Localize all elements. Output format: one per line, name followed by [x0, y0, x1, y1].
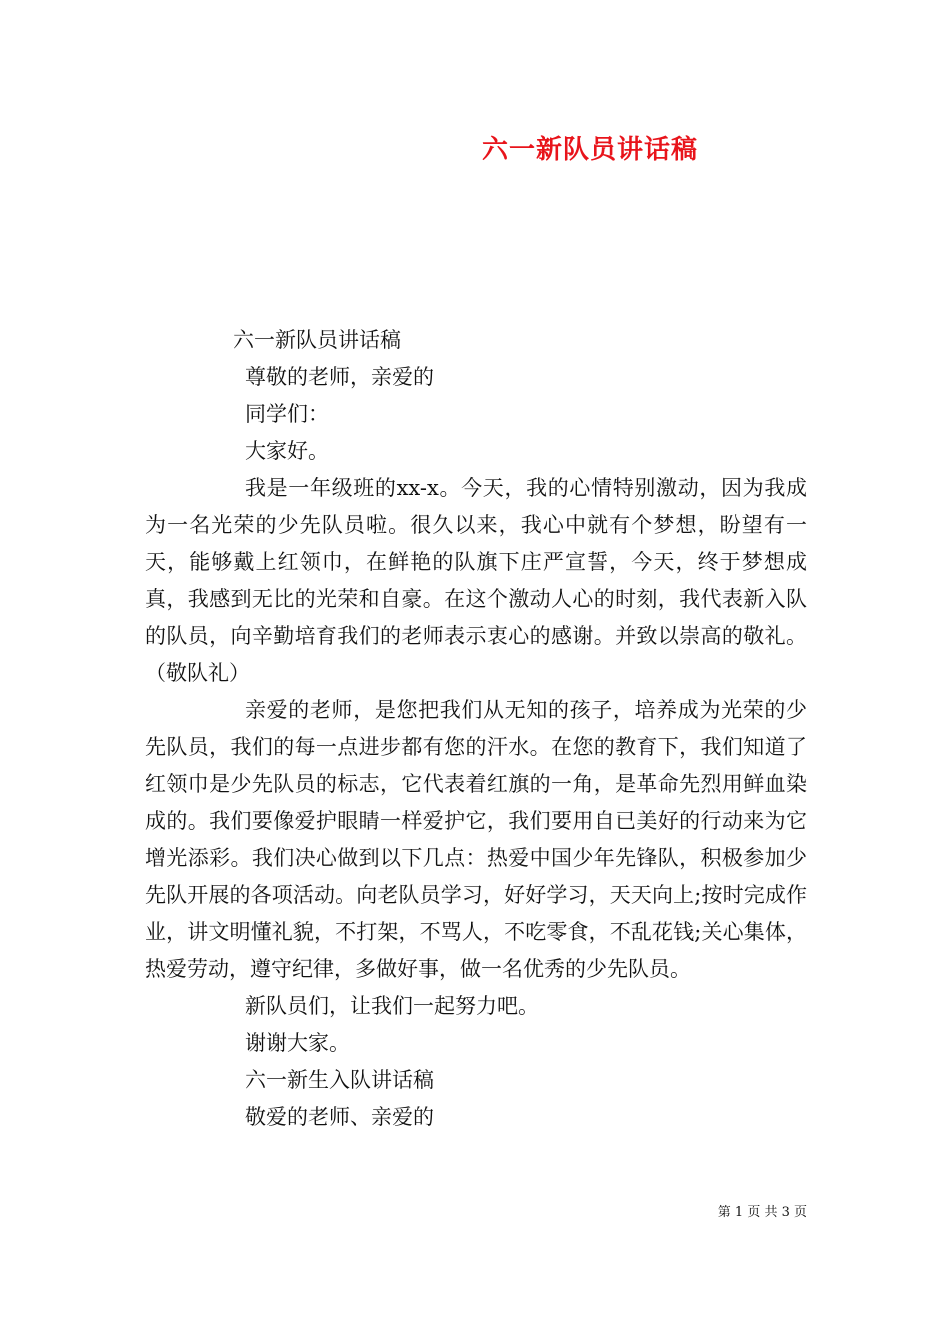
document-body [145, 322, 807, 1136]
greeting-line-1: 尊敬的老师，亲爱的 [245, 365, 434, 389]
paragraph-2: 亲爱的老师，是您把我们从无知的孩子，培养成为光荣的少先队员，我们的每一点进步都有您的汗水。在您的教育下，我们知道了红领巾是少先队员的标志，它代表着红旗的一角，是革命先烈用鲜血染成的。我们要像爱护眼睛一样爱护它，我们要用自已美好的行动来为它增光添彩。我们决心做到以下几点：热爱中国少年先锋队，积极参加少先队开展的各项活动。向老队员学习，好好学习，天天向上;按时完成作业，讲文明懂礼貌，不打架，不骂人，不吃零食，不乱花钱;关心集体，热爱劳动，遵守纪律，多做好事，做一名优秀的少先队员。 [145, 698, 807, 981]
page-title: 六一新队员讲话稿 [481, 135, 698, 165]
greeting-line-4: 敬爱的老师、亲爱的 [245, 1105, 434, 1129]
greeting-line-2: 同学们： [245, 402, 329, 426]
closing-line-2: 谢谢大家。 [245, 1031, 350, 1055]
greeting-line-3: 大家好。 [245, 439, 329, 463]
closing-line-1: 新队员们，让我们一起努力吧。 [245, 994, 539, 1018]
second-speech-subtitle: 六一新生入队讲话稿 [245, 1068, 434, 1092]
speech-subtitle: 六一新队员讲话稿 [233, 328, 401, 352]
paragraph-1: 我是一年级班的xx-x。今天，我的心情特别激动，因为我成为一名光荣的少先队员啦。很久以来，我心中就有个梦想，盼望有一天，能够戴上红领巾，在鲜艳的队旗下庄严宣誓，今天，终于梦想成真，我感到无比的光荣和自豪。在这个激动人心的时刻，我代表新入队的队员，向辛勤培育我们的老师表示衷心的感谢。并致以崇高的敬礼。（敬队礼） [145, 476, 807, 685]
page-indicator: 第 1 页 共 3 页 [717, 1205, 807, 1220]
